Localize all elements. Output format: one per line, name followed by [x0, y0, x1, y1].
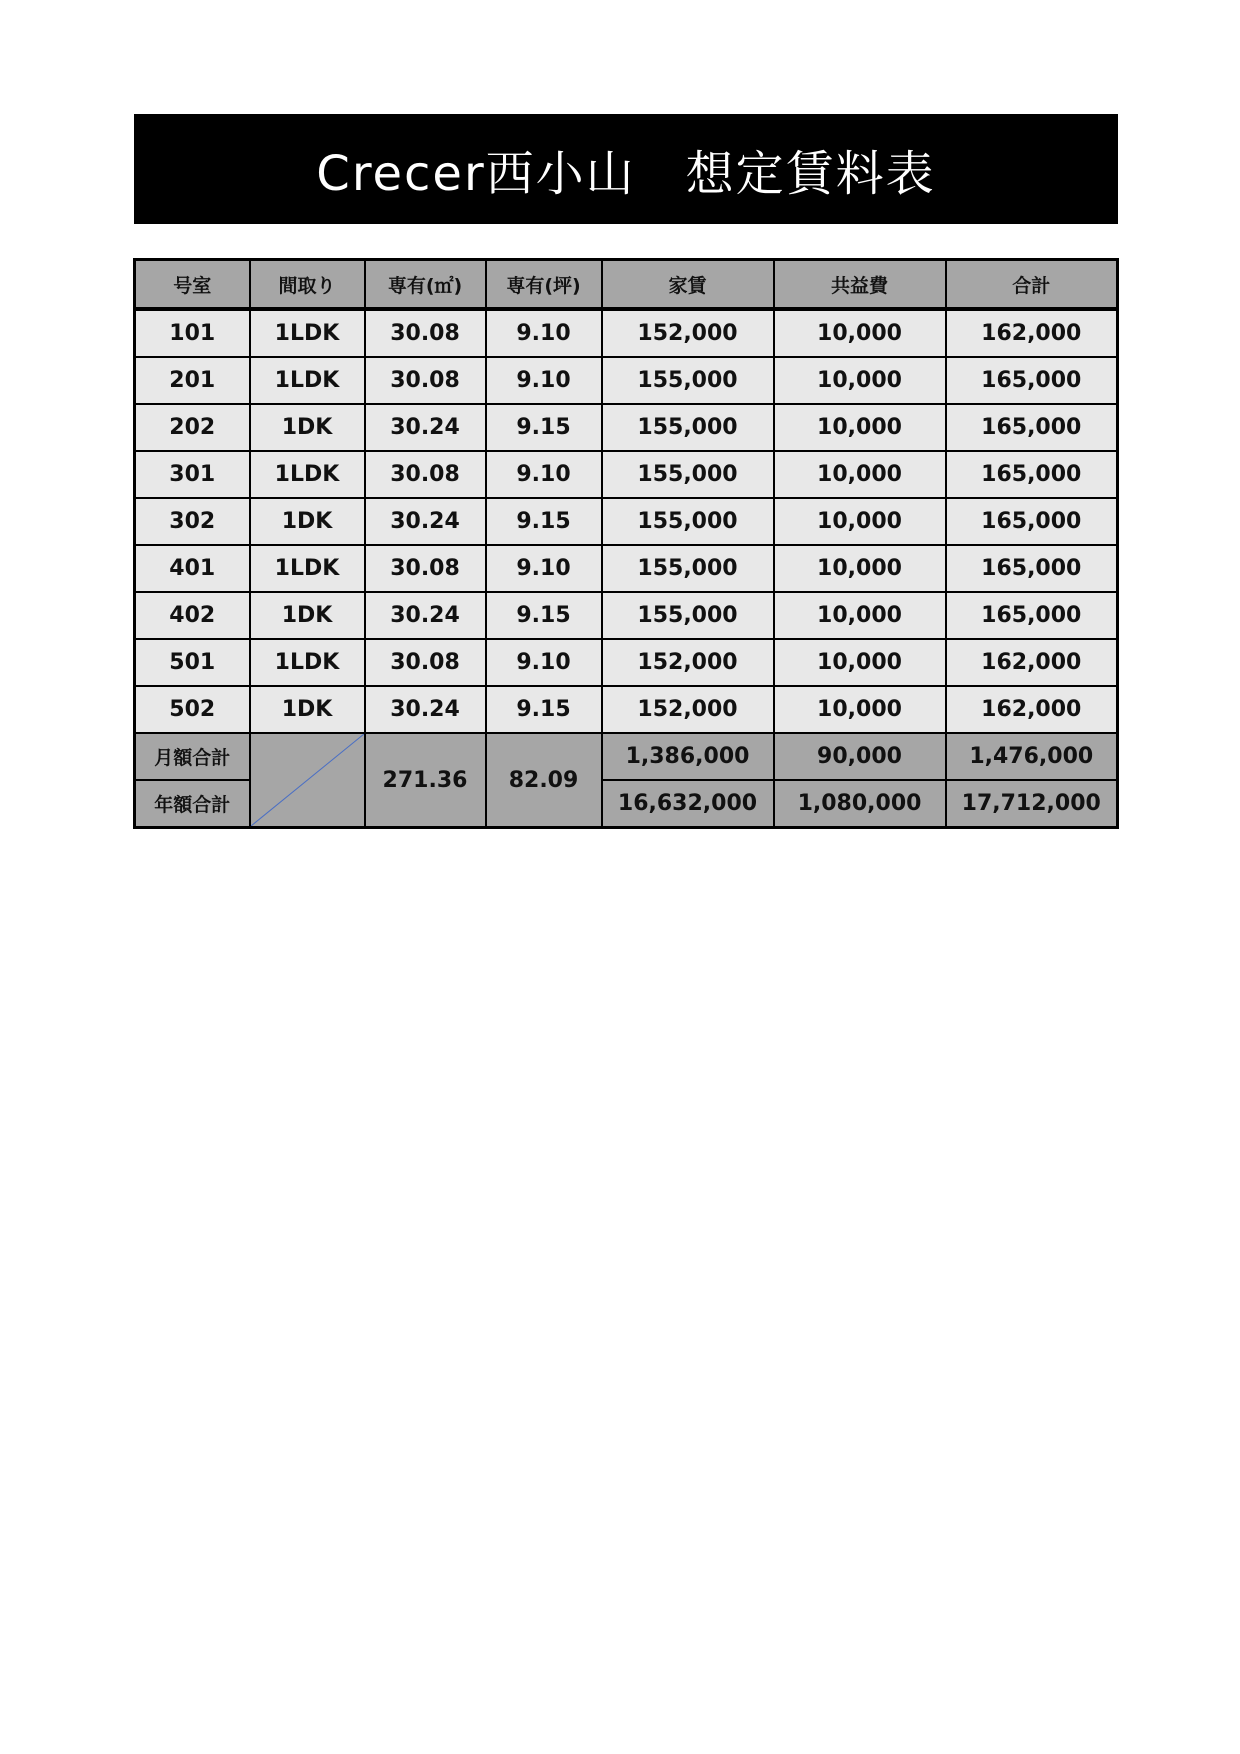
col-header-rent: 家賃 — [602, 260, 774, 310]
monthly-total-row — [135, 733, 1118, 780]
layout-cell: 1DK — [250, 686, 365, 733]
area-tsubo-cell: 9.10 — [486, 639, 602, 686]
total-area-sqm: 271.36 — [365, 733, 486, 828]
header-row — [135, 260, 1118, 310]
common-fee-cell: 10,000 — [774, 451, 946, 498]
diagonal-line — [251, 734, 364, 826]
common-fee-cell: 10,000 — [774, 309, 946, 357]
annual-grand-total: 17,712,000 — [946, 780, 1118, 828]
col-header-total: 合計 — [946, 260, 1118, 310]
table-row — [135, 404, 1118, 451]
monthly-rent-total: 1,386,000 — [602, 733, 774, 780]
layout-cell: 1LDK — [250, 357, 365, 404]
area-tsubo-cell: 9.15 — [486, 498, 602, 545]
table-row — [135, 592, 1118, 639]
area-sqm-cell: 30.08 — [365, 545, 486, 592]
area-tsubo-cell: 9.10 — [486, 357, 602, 404]
common-fee-cell: 10,000 — [774, 639, 946, 686]
total-area-tsubo: 82.09 — [486, 733, 602, 828]
area-tsubo-cell: 9.10 — [486, 545, 602, 592]
layout-cell: 1LDK — [250, 639, 365, 686]
area-sqm-cell: 30.08 — [365, 357, 486, 404]
common-fee-cell: 10,000 — [774, 498, 946, 545]
rent-cell: 155,000 — [602, 498, 774, 545]
room-number-cell: 402 — [135, 592, 250, 639]
layout-cell: 1LDK — [250, 451, 365, 498]
area-sqm-cell: 30.24 — [365, 404, 486, 451]
col-header-area-tsubo: 専有(坪) — [486, 260, 602, 310]
layout-cell: 1LDK — [250, 309, 365, 357]
rent-cell: 155,000 — [602, 592, 774, 639]
table-row — [135, 686, 1118, 733]
table-row — [135, 545, 1118, 592]
table-body — [135, 309, 1118, 733]
rent-cell: 152,000 — [602, 686, 774, 733]
table-row — [135, 639, 1118, 686]
area-tsubo-cell: 9.10 — [486, 309, 602, 357]
col-header-room: 号室 — [135, 260, 250, 310]
col-header-area-sqm: 専有(㎡) — [365, 260, 486, 310]
area-tsubo-cell: 9.10 — [486, 451, 602, 498]
total-cell: 165,000 — [946, 451, 1118, 498]
rent-cell: 155,000 — [602, 545, 774, 592]
area-tsubo-cell: 9.15 — [486, 404, 602, 451]
total-cell: 162,000 — [946, 309, 1118, 357]
rent-cell: 155,000 — [602, 451, 774, 498]
total-cell: 162,000 — [946, 639, 1118, 686]
title-banner — [134, 114, 1118, 224]
total-cell: 165,000 — [946, 592, 1118, 639]
annual-rent-total: 16,632,000 — [602, 780, 774, 828]
common-fee-cell: 10,000 — [774, 686, 946, 733]
monthly-common-fee-total: 90,000 — [774, 733, 946, 780]
col-header-common-fee: 共益費 — [774, 260, 946, 310]
annual-common-fee-total: 1,080,000 — [774, 780, 946, 828]
page-title: Crecer西小山 想定賃料表 — [316, 145, 936, 202]
layout-cell: 1DK — [250, 592, 365, 639]
total-cell: 165,000 — [946, 357, 1118, 404]
rent-table — [133, 258, 1119, 829]
common-fee-cell: 10,000 — [774, 357, 946, 404]
table-row — [135, 451, 1118, 498]
layout-cell: 1DK — [250, 404, 365, 451]
room-number-cell: 401 — [135, 545, 250, 592]
room-number-cell: 301 — [135, 451, 250, 498]
room-number-cell: 101 — [135, 309, 250, 357]
area-tsubo-cell: 9.15 — [486, 592, 602, 639]
room-number-cell: 302 — [135, 498, 250, 545]
common-fee-cell: 10,000 — [774, 545, 946, 592]
layout-cell: 1LDK — [250, 545, 365, 592]
room-number-cell: 502 — [135, 686, 250, 733]
common-fee-cell: 10,000 — [774, 404, 946, 451]
total-cell: 165,000 — [946, 498, 1118, 545]
monthly-total-label: 月額合計 — [135, 733, 250, 780]
rent-cell: 152,000 — [602, 309, 774, 357]
common-fee-cell: 10,000 — [774, 592, 946, 639]
annual-total-label: 年額合計 — [135, 780, 250, 828]
total-cell: 165,000 — [946, 545, 1118, 592]
area-sqm-cell: 30.08 — [365, 451, 486, 498]
rent-cell: 155,000 — [602, 357, 774, 404]
room-number-cell: 201 — [135, 357, 250, 404]
layout-cell: 1DK — [250, 498, 365, 545]
rent-cell: 155,000 — [602, 404, 774, 451]
total-cell: 165,000 — [946, 404, 1118, 451]
rent-cell: 152,000 — [602, 639, 774, 686]
total-cell: 162,000 — [946, 686, 1118, 733]
table-row — [135, 498, 1118, 545]
col-header-layout: 間取り — [250, 260, 365, 310]
room-number-cell: 202 — [135, 404, 250, 451]
area-sqm-cell: 30.24 — [365, 498, 486, 545]
room-number-cell: 501 — [135, 639, 250, 686]
area-sqm-cell: 30.08 — [365, 309, 486, 357]
area-sqm-cell: 30.08 — [365, 639, 486, 686]
blank-diagonal-cell — [250, 733, 365, 828]
table-row — [135, 357, 1118, 404]
area-sqm-cell: 30.24 — [365, 686, 486, 733]
area-sqm-cell: 30.24 — [365, 592, 486, 639]
table-row — [135, 309, 1118, 357]
monthly-grand-total: 1,476,000 — [946, 733, 1118, 780]
area-tsubo-cell: 9.15 — [486, 686, 602, 733]
